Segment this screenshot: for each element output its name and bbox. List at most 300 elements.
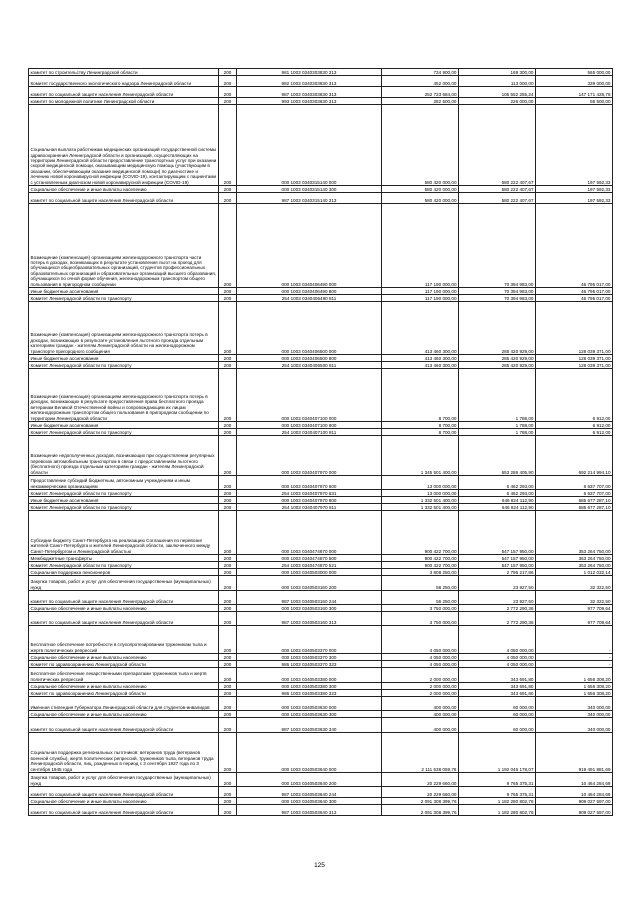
- cell-v1: 2 091 308 399,76: [382, 798, 459, 805]
- cell-v3: 197 592,33: [536, 105, 613, 186]
- cell-v1: 580 420 000,00: [382, 105, 459, 186]
- cell-name: Иные бюджетные ассигнования: [29, 497, 219, 504]
- cell-name: Возмещение (компенсация) организациям железнодорожного транспорта потерь в доходах, возникающих в результате установления льготного проезда отдельным категориям граждан - жителям Ленинградской области на железнодорожном транспорте пригородного сообщения: [29, 302, 219, 355]
- cell-adm: 200: [219, 497, 237, 504]
- cell-adm: 200: [219, 787, 237, 798]
- cell-name: Предоставление субсидий бюджетным, автономным учреждениям и иным некоммерческим организациям: [29, 476, 219, 490]
- cell-v1: 452 000,00: [382, 76, 459, 87]
- cell-v2: 580 222 407,67: [459, 105, 536, 186]
- cell-v2: 285 420 929,00: [459, 302, 536, 355]
- cell-code: 987 1003 0340503160 244: [237, 591, 382, 605]
- cell-code: 000 1003 0340503000 000: [237, 569, 382, 576]
- cell-adm: 200: [219, 436, 237, 476]
- cell-v2: 113 000,00: [459, 76, 536, 87]
- cell-v1: 20 229 660,00: [382, 787, 459, 798]
- table-row: [29, 476, 613, 490]
- cell-v1: 1 332 501 400,00: [382, 497, 459, 504]
- table-row: [29, 576, 613, 591]
- cell-v2: 2 796 217,86: [459, 569, 536, 576]
- cell-name: Социальное обеспечение и иные выплаты населению: [29, 186, 219, 193]
- cell-code: 982 1003 0340303830 313: [237, 76, 382, 87]
- cell-code: 987 1003 0340503640 313: [237, 805, 382, 816]
- cell-v2: 1 788,00: [459, 429, 536, 436]
- cell-name: Бесплатное обеспечение лекарственными препаратами тружеников тыла и жертв политических репрессий: [29, 668, 219, 683]
- table-row: [29, 436, 613, 476]
- cell-v3: 128 039 371,00: [536, 302, 613, 355]
- cell-name: Именная стипендия Губернатора Ленинградской области для студентов-инвалидов: [29, 697, 219, 711]
- table-row: [29, 690, 613, 697]
- cell-v1: 4 050 000,00: [382, 654, 459, 661]
- cell-v1: 2 091 308 399,76: [382, 805, 459, 816]
- budget-report-sheet: [28, 68, 612, 816]
- cell-v2: 105 552 255,24: [459, 87, 536, 98]
- cell-code: 000 1003 0340407970 000: [237, 436, 382, 476]
- cell-adm: 200: [219, 711, 237, 718]
- cell-code: 987 1003 0340503640 244: [237, 787, 382, 798]
- cell-v2: 70 394 983,00: [459, 204, 536, 288]
- cell-code: 993 1003 0340303830 313: [237, 98, 382, 105]
- cell-v1: 2 111 538 059,76: [382, 733, 459, 773]
- cell-name: Комитет Ленинградской области по транспорту: [29, 562, 219, 569]
- cell-adm: 200: [219, 69, 237, 76]
- cell-v2: 1 182 280 802,76: [459, 798, 536, 805]
- cell-v1: 900 422 700,00: [382, 511, 459, 555]
- cell-v2: 580 222 407,67: [459, 186, 536, 193]
- cell-adm: 200: [219, 661, 237, 668]
- cell-code: 000 1003 0340406490 800: [237, 288, 382, 295]
- cell-v3: 128 039 371,00: [536, 355, 613, 362]
- cell-v2: 9 765 375,31: [459, 787, 536, 798]
- table-row: [29, 288, 613, 295]
- cell-adm: 200: [219, 87, 237, 98]
- cell-adm: 200: [219, 569, 237, 576]
- cell-name: Бесплатное обеспечение потребности в слухопротезировании труженикам тыла и жертв политических репрессий: [29, 626, 219, 654]
- table-row: [29, 626, 613, 654]
- cell-v3: 46 795 017,00: [536, 288, 613, 295]
- cell-v2: 653 286 405,90: [459, 436, 536, 476]
- cell-adm: 200: [219, 555, 237, 562]
- cell-name: Субсидии бюджету Санкт-Петербурга на реализацию Соглашения по перевозке жителей Санкт-Петербурга и жителей Ленинградской области, заключенного между Санкт-Петербургом и Ленинградской областью: [29, 511, 219, 555]
- cell-adm: 200: [219, 193, 237, 204]
- table-row: [29, 362, 613, 369]
- table-row: [29, 733, 613, 773]
- cell-name: Социальная поддержка пенсионеров: [29, 569, 219, 576]
- table-row: [29, 718, 613, 733]
- cell-code: 254 1003 0340406500 811: [237, 362, 382, 369]
- table-row: [29, 98, 613, 105]
- cell-v3: 197 592,33: [536, 193, 613, 204]
- cell-adm: 200: [219, 562, 237, 569]
- cell-adm: 200: [219, 422, 237, 429]
- cell-name: Комитет Ленинградской области по транспорту: [29, 295, 219, 302]
- cell-v2: 343 691,80: [459, 668, 536, 683]
- cell-name: Социальное обеспечение и иные выплаты населению: [29, 654, 219, 661]
- cell-adm: 200: [219, 733, 237, 773]
- cell-v3: 197 592,33: [536, 186, 613, 193]
- cell-v3: 919 491 881,69: [536, 733, 613, 773]
- cell-code: 000 1003 0340315140 300: [237, 186, 382, 193]
- cell-code: 254 1003 0340407100 811: [237, 429, 382, 436]
- table-row: [29, 105, 613, 186]
- cell-v2: 6 462 293,00: [459, 490, 536, 497]
- table-row: [29, 668, 613, 683]
- cell-code: 000 1003 0340503640 300: [237, 798, 382, 805]
- table-row: [29, 186, 613, 193]
- cell-v3: 56 500,00: [536, 98, 613, 105]
- cell-v2: 343 691,80: [459, 690, 536, 697]
- cell-v3: 6 912,00: [536, 429, 613, 436]
- cell-adm: 200: [219, 605, 237, 612]
- table-row: [29, 429, 613, 436]
- cell-name: Комитет Ленинградской области по транспорту: [29, 504, 219, 511]
- table-row: [29, 569, 613, 576]
- table-row: [29, 511, 613, 555]
- cell-name: комитет по социальной защите населения Ленинградской области: [29, 591, 219, 605]
- cell-v2: 6 462 293,00: [459, 476, 536, 490]
- cell-code: 000 1003 0340315140 000: [237, 105, 382, 186]
- cell-v1: 400 000,00: [382, 711, 459, 718]
- cell-v2: 70 394 983,00: [459, 288, 536, 295]
- cell-v1: 58 250,00: [382, 576, 459, 591]
- cell-code: 000 1003 0340503640 000: [237, 733, 382, 773]
- cell-code: 986 1003 0340503380 323: [237, 690, 382, 697]
- cell-code: 987 1003 0340303830 313: [237, 87, 382, 98]
- cell-name: комитет по социальной защите населения Ленинградской области: [29, 805, 219, 816]
- cell-v1: 413 460 300,00: [382, 362, 459, 369]
- cell-code: 254 1003 0340407970 811: [237, 504, 382, 511]
- cell-adm: 200: [219, 355, 237, 362]
- table-row: [29, 355, 613, 362]
- cell-v3: -: [536, 654, 613, 661]
- table-row: [29, 805, 613, 816]
- cell-v1: 56 250,00: [382, 591, 459, 605]
- table-row: [29, 76, 613, 87]
- cell-name: комитет по социальной защите населения Ленинградской области: [29, 612, 219, 626]
- cell-v3: 977 709,64: [536, 612, 613, 626]
- cell-name: комитет по социальной защите населения Ленинградской области: [29, 718, 219, 733]
- cell-v2: 1 192 046 178,07: [459, 733, 536, 773]
- table-row: [29, 612, 613, 626]
- cell-code: 000 1003 0340503380 000: [237, 668, 382, 683]
- cell-v3: 685 677 287,10: [536, 497, 613, 504]
- cell-name: комитет по строительству Ленинградской области: [29, 69, 219, 76]
- page-number: 125: [314, 862, 325, 869]
- cell-name: Иные бюджетные ассигнования: [29, 355, 219, 362]
- cell-code: 254 1003 0340406490 811: [237, 295, 382, 302]
- cell-name: Межбюджетные трансферты: [29, 555, 219, 562]
- cell-code: 987 1003 0340315140 313: [237, 193, 382, 204]
- cell-v1: 13 000 000,00: [382, 490, 459, 497]
- cell-code: 000 1003 0340503370 000: [237, 626, 382, 654]
- cell-v2: 2 772 290,36: [459, 612, 536, 626]
- cell-code: 000 1003 0340406500 800: [237, 355, 382, 362]
- cell-code: 000 1003 0340503630 300: [237, 711, 382, 718]
- cell-v3: 10 464 284,69: [536, 787, 613, 798]
- cell-name: Возмещение недополученных доходов, возникающих при осуществлении регулярных перевозок автомобильным транспортом в связи с предоставлением льготного (бесплатного) проезда отдельным категориям граждан - жителям Ленинградской области: [29, 436, 219, 476]
- cell-adm: 200: [219, 612, 237, 626]
- cell-name: Закупка товаров, работ и услуг для обеспечения государственных (муниципальных) нужд: [29, 773, 219, 787]
- cell-adm: 200: [219, 683, 237, 690]
- table-row: [29, 697, 613, 711]
- cell-adm: 200: [219, 186, 237, 193]
- cell-v3: 32 322,50: [536, 576, 613, 591]
- cell-v1: 580 420 000,00: [382, 193, 459, 204]
- cell-code: 254 1003 0340407970 631: [237, 490, 382, 497]
- cell-v2: 2 772 290,36: [459, 605, 536, 612]
- cell-v2: 285 420 929,00: [459, 362, 536, 369]
- cell-v3: 909 027 597,00: [536, 798, 613, 805]
- cell-v1: 1 345 501 400,00: [382, 436, 459, 476]
- cell-v3: 46 795 017,00: [536, 204, 613, 288]
- cell-v3: 339 000,00: [536, 76, 613, 87]
- cell-v2: 547 157 950,00: [459, 562, 536, 569]
- table-row: [29, 711, 613, 718]
- cell-v1: 117 190 000,00: [382, 204, 459, 288]
- cell-adm: 200: [219, 204, 237, 288]
- cell-v1: 3 750 000,00: [382, 612, 459, 626]
- cell-v3: 977 709,64: [536, 605, 613, 612]
- cell-v3: 6 912,00: [536, 369, 613, 422]
- cell-adm: 200: [219, 690, 237, 697]
- table-row: [29, 504, 613, 511]
- cell-v1: 252 723 684,00: [382, 87, 459, 98]
- cell-code: 000 1003 0340407100 000: [237, 369, 382, 422]
- cell-v2: 4 050 000,00: [459, 654, 536, 661]
- cell-v2: 343 691,80: [459, 683, 536, 690]
- cell-name: Социальная выплата работникам медицинских организаций государственной системы здравоохранения Ленинградской области и организаций, осуществляющих на территории Ленинградской области предоставление транспортных услуг при оказании скорой медицинской помощи, оказывающим медицинскую помощь (участвующим в оказании, обеспечивающим оказание медицинской помощи) по диагностике и лечению новой коронавирусной инфекции (COVID-19), контактирующим с пациентами с установленным диагнозом новой коронавирусной инфекции (COVID-19): [29, 105, 219, 186]
- cell-adm: 200: [219, 302, 237, 355]
- cell-v2: 1 182 280 802,76: [459, 805, 536, 816]
- cell-v2: 9 765 375,31: [459, 773, 536, 787]
- table-row: [29, 369, 613, 422]
- cell-v2: 285 420 929,00: [459, 355, 536, 362]
- cell-adm: 200: [219, 697, 237, 711]
- cell-name: Иные бюджетные ассигнования: [29, 288, 219, 295]
- cell-adm: 200: [219, 362, 237, 369]
- cell-name: Социальное обеспечение и иные выплаты населению: [29, 683, 219, 690]
- cell-name: комитет по молодежной политике Ленинградской области: [29, 98, 219, 105]
- cell-adm: 200: [219, 476, 237, 490]
- cell-v1: 117 190 000,00: [382, 288, 459, 295]
- cell-v2: 23 927,50: [459, 591, 536, 605]
- cell-adm: 200: [219, 490, 237, 497]
- cell-v3: 565 000,00: [536, 69, 613, 76]
- cell-v2: 226 000,00: [459, 98, 536, 105]
- cell-code: 000 1003 0340474870 000: [237, 511, 382, 555]
- cell-v3: 692 214 994,10: [536, 436, 613, 476]
- cell-v2: 23 927,50: [459, 576, 536, 591]
- cell-v1: 117 190 000,00: [382, 295, 459, 302]
- cell-v3: 353 264 750,00: [536, 555, 613, 562]
- cell-v2: 1 788,00: [459, 369, 536, 422]
- cell-code: 981 1003 0340303830 313: [237, 69, 382, 76]
- table-row: [29, 605, 613, 612]
- cell-adm: 200: [219, 98, 237, 105]
- table-row: [29, 555, 613, 562]
- cell-adm: 200: [219, 76, 237, 87]
- cell-v3: 1 656 308,20: [536, 690, 613, 697]
- cell-adm: 200: [219, 504, 237, 511]
- cell-v1: 900 422 700,00: [382, 555, 459, 562]
- cell-v3: 46 795 017,00: [536, 295, 613, 302]
- cell-v1: 4 050 000,00: [382, 626, 459, 654]
- cell-code: 000 1003 0340503380 300: [237, 683, 382, 690]
- cell-adm: 200: [219, 576, 237, 591]
- cell-v3: 353 264 750,00: [536, 511, 613, 555]
- cell-v1: 900 422 700,00: [382, 562, 459, 569]
- cell-name: Социальное обеспечение и иные выплаты населению: [29, 711, 219, 718]
- cell-code: 254 1003 0340474870 521: [237, 562, 382, 569]
- cell-name: Комитет государственного экологического надзора Ленинградской области: [29, 76, 219, 87]
- cell-code: 000 1003 0340503640 200: [237, 773, 382, 787]
- cell-code: 000 1003 0340406490 000: [237, 204, 382, 288]
- cell-v3: 6 912,00: [536, 422, 613, 429]
- table-row: [29, 204, 613, 288]
- cell-v2: 60 000,00: [459, 718, 536, 733]
- cell-v3: -: [536, 626, 613, 654]
- table-row: [29, 497, 613, 504]
- cell-v2: 580 222 407,67: [459, 193, 536, 204]
- cell-v3: 128 039 371,00: [536, 362, 613, 369]
- cell-name: Социальное обеспечение и иные выплаты населению: [29, 798, 219, 805]
- cell-code: 000 1003 0340503160 300: [237, 605, 382, 612]
- cell-v1: 13 000 000,00: [382, 476, 459, 490]
- cell-adm: 200: [219, 295, 237, 302]
- cell-v3: 685 677 287,10: [536, 504, 613, 511]
- cell-v3: 340 000,00: [536, 697, 613, 711]
- cell-name: Возмещение (компенсация) организациям железнодорожного транспорта потерь в доходах, возникающих в результате предоставления права бесплатного проезда ветеранам Великой Отечественной войны и сопровождающим их лицам железнодорожным транспортом общего пользования в пригородном сообщении по территории Ленинградской области: [29, 369, 219, 422]
- cell-code: 000 1003 0340503160 200: [237, 576, 382, 591]
- cell-code: 987 1003 0340503630 340: [237, 718, 382, 733]
- cell-adm: 200: [219, 105, 237, 186]
- budget-execution-table: [28, 68, 613, 816]
- cell-v1: 2 000 000,00: [382, 690, 459, 697]
- cell-name: Комитет Ленинградской области по транспорту: [29, 490, 219, 497]
- cell-v2: 4 050 000,00: [459, 661, 536, 668]
- cell-v2: 646 824 112,90: [459, 504, 536, 511]
- cell-code: 987 1003 0340503160 313: [237, 612, 382, 626]
- cell-adm: 200: [219, 805, 237, 816]
- cell-name: Закупка товаров, работ и услуг для обеспечения государственных (муниципальных) нужд: [29, 576, 219, 591]
- table-row: [29, 661, 613, 668]
- cell-v2: 169 300,00: [459, 69, 536, 76]
- cell-name: Возмещение (компенсация) организациям железнодорожного транспорта части потерь в доходах, возникающих в результате установления льгот на проезд для обучающихся общеобразовательных организаций, студентов профессиональных образовательных организаций и образовательных организаций высшего образования, обучающихся по очной форме обучения, железнодорожным транспортом общего пользования в пригородном сообщении: [29, 204, 219, 288]
- table-row: [29, 591, 613, 605]
- cell-code: 000 1003 0340406500 000: [237, 302, 382, 355]
- cell-v1: 580 420 000,00: [382, 186, 459, 193]
- table-row: [29, 87, 613, 98]
- cell-name: комитет по социальной защите населения Ленинградской области: [29, 787, 219, 798]
- cell-v1: 8 700,00: [382, 429, 459, 436]
- cell-v1: 282 500,00: [382, 98, 459, 105]
- table-row: [29, 654, 613, 661]
- cell-adm: 200: [219, 626, 237, 654]
- table-row: [29, 773, 613, 787]
- cell-adm: 200: [219, 288, 237, 295]
- cell-v1: 8 700,00: [382, 422, 459, 429]
- cell-v1: 20 229 660,00: [382, 773, 459, 787]
- cell-code: 000 1003 0340407100 800: [237, 422, 382, 429]
- cell-name: Комитет по здравоохранению Ленинградской области: [29, 661, 219, 668]
- table-row: [29, 683, 613, 690]
- cell-v2: 70 394 983,00: [459, 295, 536, 302]
- cell-v2: 4 050 000,00: [459, 626, 536, 654]
- cell-v3: 1 656 308,20: [536, 668, 613, 683]
- cell-name: комитет по социальной защите населения Ленинградской области: [29, 87, 219, 98]
- cell-v2: 60 000,00: [459, 697, 536, 711]
- cell-code: 000 1003 0340503370 300: [237, 654, 382, 661]
- cell-v3: 6 537 707,00: [536, 476, 613, 490]
- cell-v2: 646 824 112,90: [459, 497, 536, 504]
- cell-v3: 340 000,00: [536, 718, 613, 733]
- cell-code: 986 1003 0340503370 323: [237, 661, 382, 668]
- cell-adm: 200: [219, 718, 237, 733]
- table-row: [29, 295, 613, 302]
- cell-code: 000 1003 0340407970 600: [237, 476, 382, 490]
- table-row: [29, 787, 613, 798]
- table-row: [29, 562, 613, 569]
- cell-v1: 8 700,00: [382, 369, 459, 422]
- cell-adm: 200: [219, 654, 237, 661]
- cell-name: Иные бюджетные ассигнования: [29, 422, 219, 429]
- cell-code: 000 1003 0340474870 500: [237, 555, 382, 562]
- table-row: [29, 193, 613, 204]
- cell-v3: 909 027 597,00: [536, 805, 613, 816]
- cell-v2: 547 157 950,00: [459, 511, 536, 555]
- cell-name: Социальная поддержка региональных льготников: ветеранов труда (ветеранов военной службы), жертв политических репрессий, тружеников тыла, ветеранов труда Ленинградской области, лиц, рожденных в период с 3 сентября 1927 года по 3 сентября 1945 года: [29, 733, 219, 773]
- cell-v2: 547 157 950,00: [459, 555, 536, 562]
- cell-v3: 340 000,00: [536, 711, 613, 718]
- cell-v2: 1 788,00: [459, 422, 536, 429]
- cell-v3: 147 171 428,76: [536, 87, 613, 98]
- cell-adm: 200: [219, 511, 237, 555]
- table-row: [29, 302, 613, 355]
- cell-adm: 200: [219, 773, 237, 787]
- cell-name: Комитет Ленинградской области по транспорту: [29, 362, 219, 369]
- cell-v1: 400 000,00: [382, 718, 459, 733]
- table-body: [29, 69, 613, 816]
- table-row: [29, 422, 613, 429]
- cell-v3: 32 322,50: [536, 591, 613, 605]
- cell-v3: 10 464 284,69: [536, 773, 613, 787]
- table-row: [29, 798, 613, 805]
- cell-v1: 413 460 300,00: [382, 355, 459, 362]
- cell-v1: 734 900,00: [382, 69, 459, 76]
- cell-adm: 200: [219, 429, 237, 436]
- cell-name: Социальное обеспечение и иные выплаты населению: [29, 605, 219, 612]
- cell-name: комитет по социальной защите населения Ленинградской области: [29, 193, 219, 204]
- cell-v1: 413 460 300,00: [382, 302, 459, 355]
- cell-name: Комитет Ленинградской области по транспорту: [29, 429, 219, 436]
- cell-adm: 200: [219, 591, 237, 605]
- cell-v1: 2 000 000,00: [382, 683, 459, 690]
- cell-adm: 200: [219, 668, 237, 683]
- cell-v3: -: [536, 661, 613, 668]
- cell-v1: 3 808 250,00: [382, 569, 459, 576]
- cell-v1: 1 332 501 400,00: [382, 504, 459, 511]
- cell-code: 000 1003 0340407970 800: [237, 497, 382, 504]
- cell-v1: 3 750 000,00: [382, 605, 459, 612]
- cell-code: 000 1003 0340503630 000: [237, 697, 382, 711]
- cell-v2: 60 000,00: [459, 711, 536, 718]
- cell-adm: 200: [219, 369, 237, 422]
- table-row: [29, 69, 613, 76]
- table-row: [29, 490, 613, 497]
- cell-name: Комитет по здравоохранению Ленинградской области: [29, 690, 219, 697]
- cell-v3: 6 537 707,00: [536, 490, 613, 497]
- cell-adm: 200: [219, 798, 237, 805]
- cell-v3: 353 264 750,00: [536, 562, 613, 569]
